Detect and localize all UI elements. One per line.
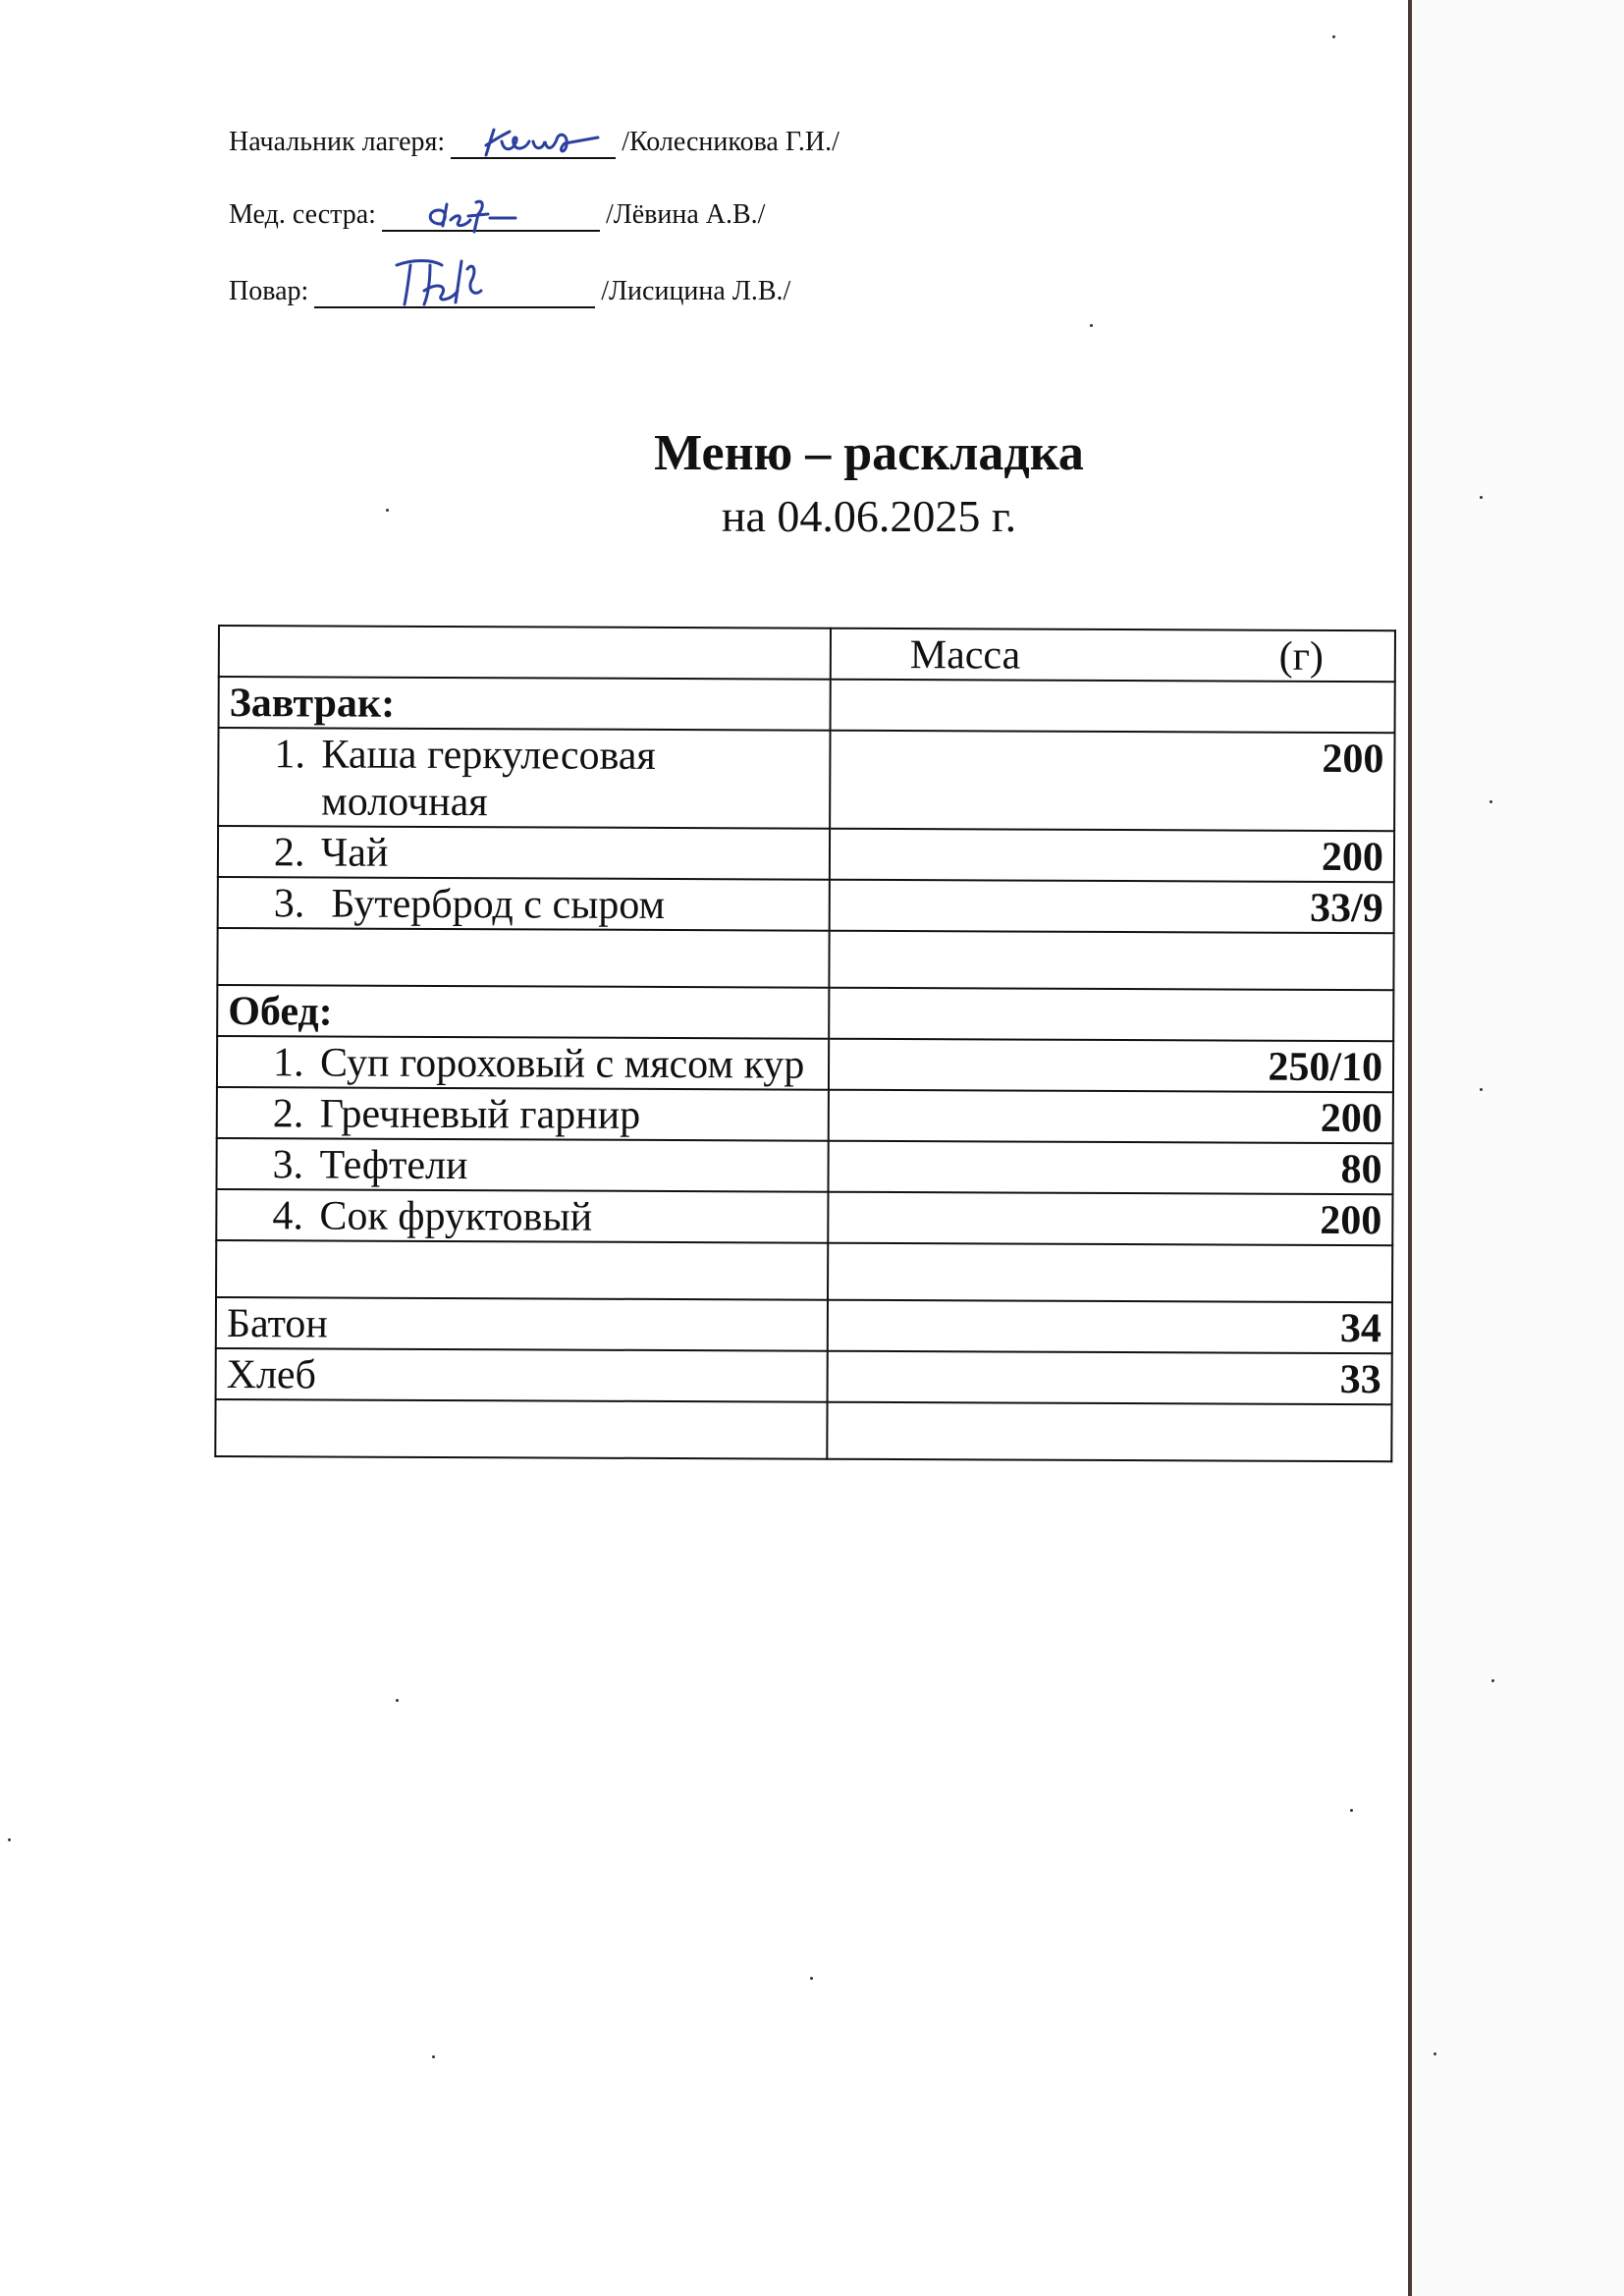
handwritten-signature bbox=[451, 112, 616, 161]
item-number: 1. bbox=[272, 1040, 304, 1086]
empty-row bbox=[217, 928, 1393, 990]
scan-speck bbox=[1491, 1679, 1494, 1682]
mass-cell: 200 bbox=[829, 1090, 1393, 1144]
table-row bbox=[217, 1087, 1393, 1143]
role-label: Повар: bbox=[229, 276, 309, 306]
dish-name: Тефтели bbox=[319, 1142, 468, 1189]
table-row bbox=[216, 1297, 1392, 1353]
dish-cell bbox=[217, 1087, 829, 1141]
signature-field bbox=[451, 128, 616, 159]
dish-name: Гречневый гарнир bbox=[319, 1091, 641, 1138]
item-number: 3. bbox=[273, 881, 305, 927]
signature-line-nurse bbox=[229, 198, 765, 232]
scan-speck bbox=[1332, 35, 1335, 38]
mass-cell: 33/9 bbox=[830, 880, 1394, 934]
dish-cell bbox=[216, 1240, 828, 1300]
table-row bbox=[217, 1036, 1393, 1092]
mass-cell bbox=[829, 931, 1393, 991]
table-row bbox=[216, 1189, 1392, 1245]
mass-cell: 250/10 bbox=[829, 1039, 1393, 1093]
person-name: /Колесникова Г.И./ bbox=[622, 127, 839, 157]
header-mass-cell bbox=[831, 629, 1395, 683]
document-title: Меню – раскладка bbox=[654, 425, 1084, 481]
mass-cell bbox=[827, 1402, 1391, 1462]
table-row bbox=[216, 1348, 1392, 1404]
dish-name: Бутерброд с сыром bbox=[320, 881, 666, 928]
empty-row bbox=[216, 1240, 1392, 1302]
dish-cell bbox=[216, 1297, 828, 1351]
scan-speck bbox=[1350, 1809, 1353, 1812]
dish-name: Батон bbox=[226, 1301, 328, 1347]
dish-name: Каша геркулесовая молочная bbox=[321, 732, 667, 826]
section-row bbox=[217, 985, 1393, 1041]
scan-speck bbox=[8, 1838, 11, 1841]
mass-cell bbox=[829, 988, 1393, 1042]
table-header-row bbox=[219, 626, 1395, 682]
item-number: 2. bbox=[272, 1091, 304, 1137]
mass-cell: 200 bbox=[828, 1192, 1392, 1246]
handwritten-signature bbox=[382, 185, 600, 234]
handwritten-signature bbox=[314, 251, 595, 310]
item-number: 3. bbox=[272, 1142, 304, 1188]
dish-cell bbox=[217, 1036, 829, 1090]
scan-speck bbox=[1434, 2052, 1436, 2055]
item-number: 4. bbox=[272, 1193, 303, 1239]
dish-cell bbox=[219, 677, 831, 731]
scan-speck bbox=[396, 1699, 399, 1702]
header-name-cell bbox=[219, 626, 831, 680]
section-title: Обед: bbox=[228, 989, 333, 1035]
role-label: Начальник лагеря: bbox=[229, 127, 446, 157]
dish-cell bbox=[215, 1399, 827, 1459]
document-date: на 04.06.2025 г. bbox=[721, 491, 1017, 541]
role-label: Мед. сестра: bbox=[229, 199, 376, 230]
table-row bbox=[218, 877, 1394, 933]
dish-cell bbox=[217, 928, 829, 988]
mass-cell bbox=[828, 1243, 1392, 1303]
scan-speck bbox=[432, 2055, 435, 2058]
scan-speck bbox=[1489, 800, 1492, 803]
table-row bbox=[218, 728, 1394, 831]
section-title: Завтрак: bbox=[229, 681, 396, 727]
menu-table bbox=[214, 625, 1396, 1462]
scan-speck bbox=[810, 1977, 813, 1980]
empty-row bbox=[215, 1399, 1391, 1461]
mass-cell bbox=[830, 680, 1394, 734]
signature-line-cook bbox=[229, 275, 790, 308]
dish-name: Чай bbox=[320, 830, 389, 876]
dish-cell bbox=[218, 877, 830, 931]
dish-name: Сок фруктовый bbox=[319, 1193, 593, 1240]
scan-margin bbox=[1412, 0, 1624, 2296]
section-row bbox=[219, 677, 1395, 733]
signature-line-camp-head bbox=[229, 126, 839, 159]
dish-name: Суп гороховый с мясом кур bbox=[319, 1040, 805, 1088]
dish-cell bbox=[216, 1348, 828, 1402]
mass-cell: 33 bbox=[828, 1351, 1392, 1405]
scan-edge-line bbox=[1408, 0, 1412, 2296]
mass-cell: 80 bbox=[828, 1141, 1392, 1195]
signature-field bbox=[314, 277, 595, 308]
mass-cell: 200 bbox=[830, 731, 1394, 832]
person-name: /Лисицина Л.В./ bbox=[601, 276, 791, 306]
person-name: /Лёвина А.В./ bbox=[605, 199, 766, 230]
dish-cell bbox=[218, 826, 830, 880]
dish-cell bbox=[218, 728, 830, 829]
scan-speck bbox=[1480, 496, 1483, 499]
dish-cell bbox=[217, 985, 829, 1039]
scan-speck bbox=[386, 509, 389, 512]
table-row bbox=[218, 826, 1394, 882]
mass-cell: 200 bbox=[830, 829, 1394, 883]
item-number: 1. bbox=[274, 732, 306, 778]
scan-speck bbox=[1480, 1088, 1483, 1091]
unit-header-label: (г) bbox=[1278, 633, 1324, 680]
dish-cell bbox=[216, 1138, 828, 1192]
dish-name: Хлеб bbox=[226, 1352, 317, 1398]
table-row bbox=[216, 1138, 1392, 1194]
signature-field bbox=[382, 200, 600, 232]
mass-header-label: Масса bbox=[909, 632, 1021, 679]
mass-cell: 34 bbox=[828, 1300, 1392, 1354]
scan-speck bbox=[1090, 324, 1093, 327]
item-number: 2. bbox=[273, 830, 305, 876]
dish-cell bbox=[216, 1189, 828, 1243]
